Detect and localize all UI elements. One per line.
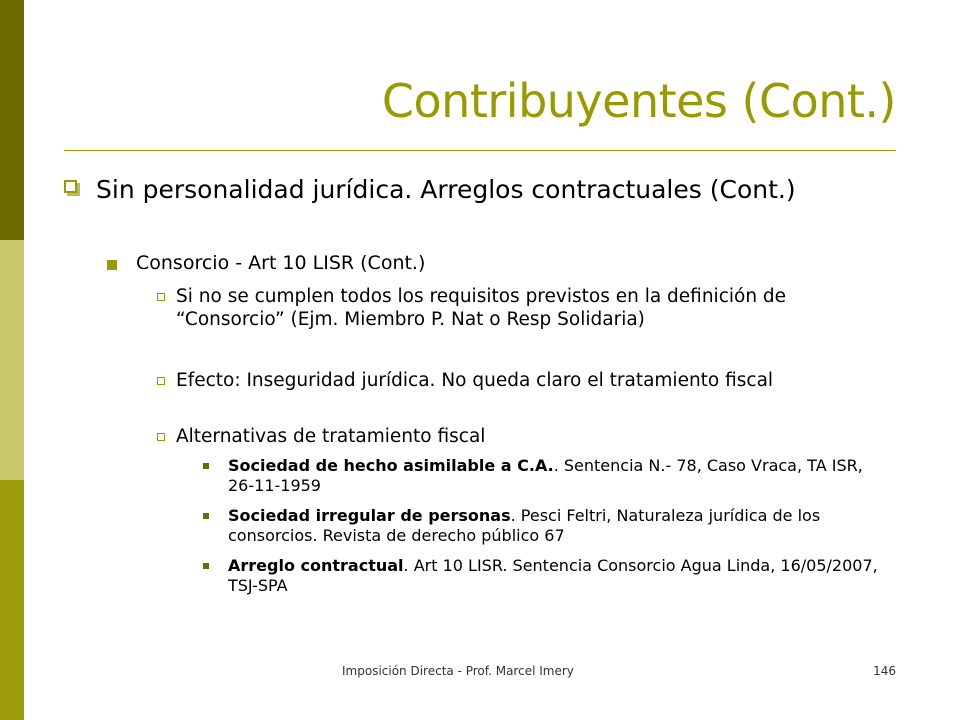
hollow-square-bullet-icon (64, 180, 77, 193)
sidebar-band-middle (0, 240, 24, 480)
bullet-level1: Sin personalidad jurídica. Arreglos contractuales (Cont.) (96, 175, 796, 204)
bullet-level4-bold: Sociedad irregular de personas (228, 506, 511, 525)
bullet-level4-bold: Sociedad de hecho asimilable a C.A. (228, 456, 554, 475)
bullet-level4-sociedad-hecho (228, 456, 888, 496)
page-number: 146 (873, 664, 896, 678)
bullet-level2: Consorcio - Art 10 LISR (Cont.) (136, 252, 426, 274)
small-hollow-square-bullet-icon (157, 433, 165, 441)
small-hollow-square-bullet-icon (157, 293, 165, 301)
bullet-level4-text: . Sentencia N.- 78, Caso Vraca, TA ISR, 26-11-1959 (228, 456, 863, 495)
bullet-level3-efecto: Efecto: Inseguridad jurídica. No queda claro el tratamiento fiscal (176, 370, 774, 391)
bullet-level4-text: . Art 10 LISR. Sentencia Consorcio Agua Linda, 16/05/2007, TSJ-SPA (228, 556, 878, 595)
slide-footer (0, 664, 960, 682)
slide-title: Contribuyentes (Cont.) (381, 74, 896, 128)
bullet-level3-alternativas: Alternativas de tratamiento fiscal (176, 426, 486, 447)
sidebar-band-bottom (0, 480, 24, 720)
title-divider (64, 150, 896, 151)
tiny-square-bullet-icon (203, 513, 209, 519)
footer-text: Imposición Directa - Prof. Marcel Imery (342, 664, 574, 678)
small-hollow-square-bullet-icon (157, 377, 165, 385)
bullet-level3-requisitos: Si no se cumplen todos los requisitos previstos en la definición de “Consorcio” (Ejm. Miembro P. Nat o Resp Solidaria) (176, 286, 787, 330)
bullet-level4-bold: Arreglo contractual (228, 556, 404, 575)
tiny-square-bullet-icon (203, 463, 209, 469)
bullet-level4-arreglo (228, 556, 888, 596)
bullet-level4-sociedad-irregular (228, 506, 888, 546)
tiny-square-bullet-icon (203, 563, 209, 569)
bullet-level4-text: . Pesci Feltri, Naturaleza jurídica de los consorcios. Revista de derecho público 67 (228, 506, 821, 545)
filled-square-bullet-icon (107, 260, 117, 270)
sidebar-band-top (0, 0, 24, 240)
